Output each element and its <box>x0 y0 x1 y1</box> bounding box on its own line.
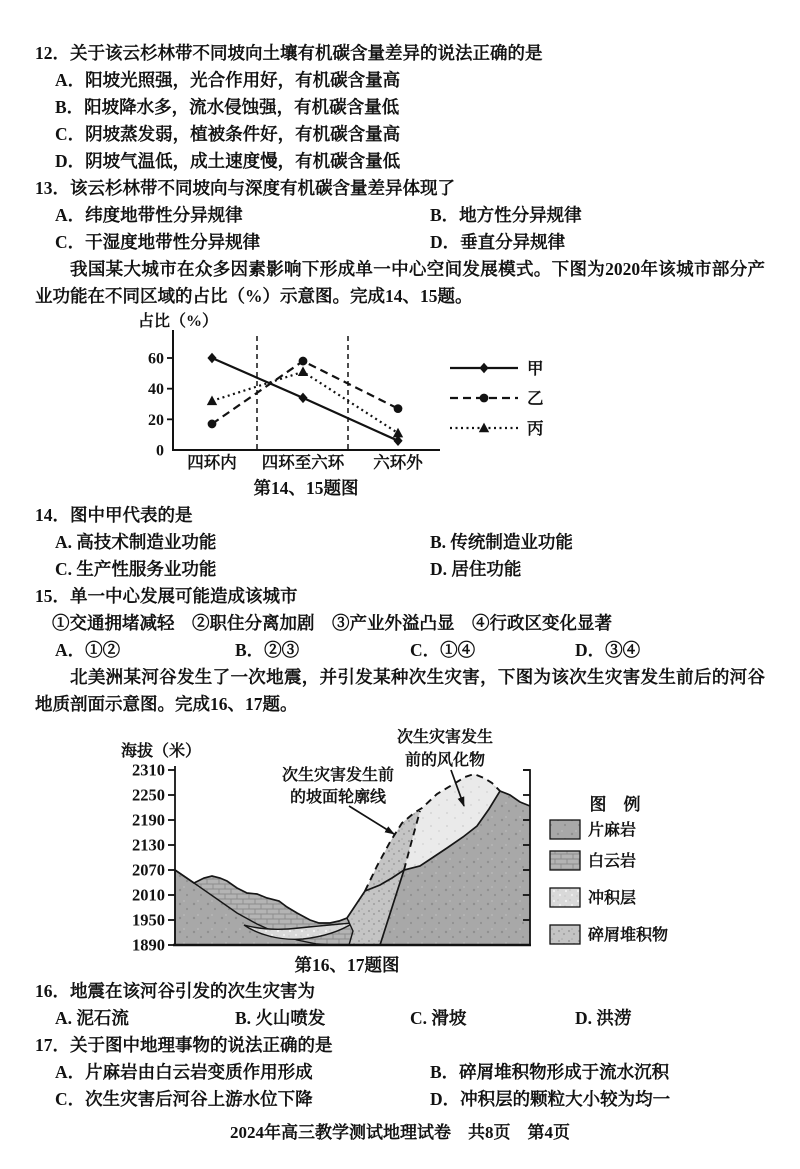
annotation-text: 次生灾害发生 <box>396 729 494 746</box>
x-category-label: 六环外 <box>373 453 423 472</box>
river-valley-cross-section <box>107 718 767 978</box>
option-a: A. 泥石流 <box>55 1008 129 1028</box>
question-13-stem: 13．该云杉林带不同坡向与深度有机碳含量差异体现了 <box>35 178 455 198</box>
legend-label: 片麻岩 <box>588 822 637 839</box>
option-b: B. 火山喷发 <box>235 1008 326 1028</box>
option-b: B．阳坡降水多，流水侵蚀强，有机碳含量低 <box>55 97 400 117</box>
elevation-tick-label: 1950 <box>132 910 165 930</box>
option-d: D. 居住功能 <box>430 559 522 579</box>
legend-label: 白云岩 <box>588 853 637 870</box>
page-footer: 2024年高三教学测试地理试卷 共8页 第4页 <box>230 1123 570 1142</box>
question-14 <box>35 502 765 583</box>
elevation-tick-label: 1890 <box>132 935 165 955</box>
legend-label: 乙 <box>527 389 544 408</box>
figure-16-17 <box>107 718 765 978</box>
option-c: C．①④ <box>410 640 476 660</box>
option-c: C．次生灾害后河谷上游水位下降 <box>55 1089 313 1109</box>
question-15 <box>35 583 765 664</box>
diamond-marker <box>479 363 488 373</box>
circle-marker <box>208 420 217 429</box>
question-15-options <box>35 637 765 664</box>
y-tick-label: 20 <box>148 411 164 429</box>
triangle-marker <box>393 428 403 438</box>
question-12-stem: 12．关于该云杉林带不同坡向土壤有机碳含量差异的说法正确的是 <box>35 43 543 63</box>
option-c: C．阴坡蒸发弱，植被条件好，有机碳含量高 <box>55 124 401 144</box>
question-14-stem: 14．图中甲代表的是 <box>35 505 193 525</box>
y-tick-label: 40 <box>148 381 164 399</box>
option-c: C. 生产性服务业功能 <box>55 559 217 579</box>
ring-zone-share-line-chart <box>120 310 600 502</box>
question-14-options <box>35 529 765 583</box>
question-15-statements: ①交通拥堵减轻 ②职住分离加剧 ③产业外溢凸显 ④行政区变化显著 <box>52 613 612 633</box>
option-d: D．垂直分异规律 <box>430 232 566 252</box>
triangle-marker <box>479 423 489 433</box>
triangle-marker <box>207 396 217 406</box>
circle-marker <box>480 394 489 403</box>
y-axis-title: 占比（%） <box>138 313 219 330</box>
option-b: B. 传统制造业功能 <box>430 532 573 552</box>
elevation-tick-label: 2190 <box>132 810 165 830</box>
figure-14-15 <box>120 310 765 502</box>
triangle-marker <box>298 366 308 376</box>
option-b: B．②③ <box>235 640 300 660</box>
option-d: D．③④ <box>575 640 641 660</box>
question-15-stem: 15．单一中心发展可能造成该城市 <box>35 586 298 606</box>
circle-marker <box>299 357 308 366</box>
legend-swatch-dolomite <box>550 851 580 870</box>
annotation-text: 的坡面轮廓线 <box>289 789 387 806</box>
legend-label: 甲 <box>527 359 544 378</box>
annotation-arrow-slope-outline <box>349 806 394 834</box>
intro-paragraph-14-15: 我国某大城市在众多因素影响下形成单一中心空间发展模式。下图为2020年该城市部分产业功能在不同区域的占比（%）示意图。完成14、15题。 <box>35 259 765 306</box>
x-category-label: 四环至六环 <box>261 453 345 472</box>
option-d: D．阴坡气温低，成土速度慢，有机碳含量低 <box>55 151 401 171</box>
option-d: D．冲积层的颗粒大小较为均一 <box>430 1089 671 1109</box>
option-c: C．干湿度地带性分异规律 <box>55 232 261 252</box>
legend-swatch-alluvium <box>550 888 580 907</box>
question-12-options <box>35 67 765 175</box>
elevation-tick-label: 2070 <box>132 860 165 880</box>
y-tick-label: 60 <box>148 350 164 368</box>
option-c: C. 滑坡 <box>410 1008 467 1028</box>
circle-marker <box>394 404 403 413</box>
y-axis-title: 海拔（米） <box>121 743 202 760</box>
annotation-text: 前的风化物 <box>404 752 486 769</box>
legend-label: 冲积层 <box>588 890 637 907</box>
y-tick-label: 0 <box>156 442 164 460</box>
question-17-stem: 17．关于图中地理事物的说法正确的是 <box>35 1035 333 1055</box>
diamond-marker <box>207 353 216 363</box>
option-b: B．地方性分异规律 <box>430 205 582 225</box>
elevation-tick-label: 2010 <box>132 885 165 905</box>
legend-title: 图 例 <box>589 795 641 814</box>
figure-caption: 第16、17题图 <box>294 955 400 975</box>
annotation-text: 次生灾害发生前 <box>281 767 395 784</box>
legend-swatch-gneiss <box>550 820 580 839</box>
legend-swatch-debris <box>550 925 580 944</box>
question-17 <box>35 1032 765 1113</box>
legend-label: 丙 <box>527 419 544 438</box>
option-a: A. 高技术制造业功能 <box>55 532 217 552</box>
question-16-stem: 16．地震在该河谷引发的次生灾害为 <box>35 981 315 1001</box>
figure-caption: 第14、15题图 <box>253 478 359 498</box>
elevation-tick-label: 2250 <box>132 785 165 805</box>
legend-label: 碎屑堆积物 <box>588 927 669 944</box>
option-b: B．碎屑堆积物形成于流水沉积 <box>430 1062 670 1082</box>
question-17-options <box>35 1059 765 1113</box>
question-13-options <box>35 202 765 256</box>
option-a: A．阳坡光照强，光合作用好，有机碳含量高 <box>55 70 401 90</box>
option-a: A．纬度地带性分异规律 <box>55 205 243 225</box>
question-13 <box>35 175 765 256</box>
option-d: D. 洪涝 <box>575 1008 632 1028</box>
question-12 <box>35 40 765 175</box>
x-category-label: 四环内 <box>187 453 237 472</box>
option-a: A．①② <box>55 640 121 660</box>
diamond-marker <box>298 393 307 403</box>
elevation-tick-label: 2310 <box>132 760 165 780</box>
question-16-options <box>35 1005 765 1032</box>
option-a: A．片麻岩由白云岩变质作用形成 <box>55 1062 313 1082</box>
elevation-tick-label: 2130 <box>132 835 165 855</box>
series-line-丙 <box>212 372 398 433</box>
intro-paragraph-16-17: 北美洲某河谷发生了一次地震，并引发某种次生灾害，下图为该次生灾害发生前后的河谷地质剖面示意图。完成16、17题。 <box>35 667 765 714</box>
question-16 <box>35 978 765 1032</box>
